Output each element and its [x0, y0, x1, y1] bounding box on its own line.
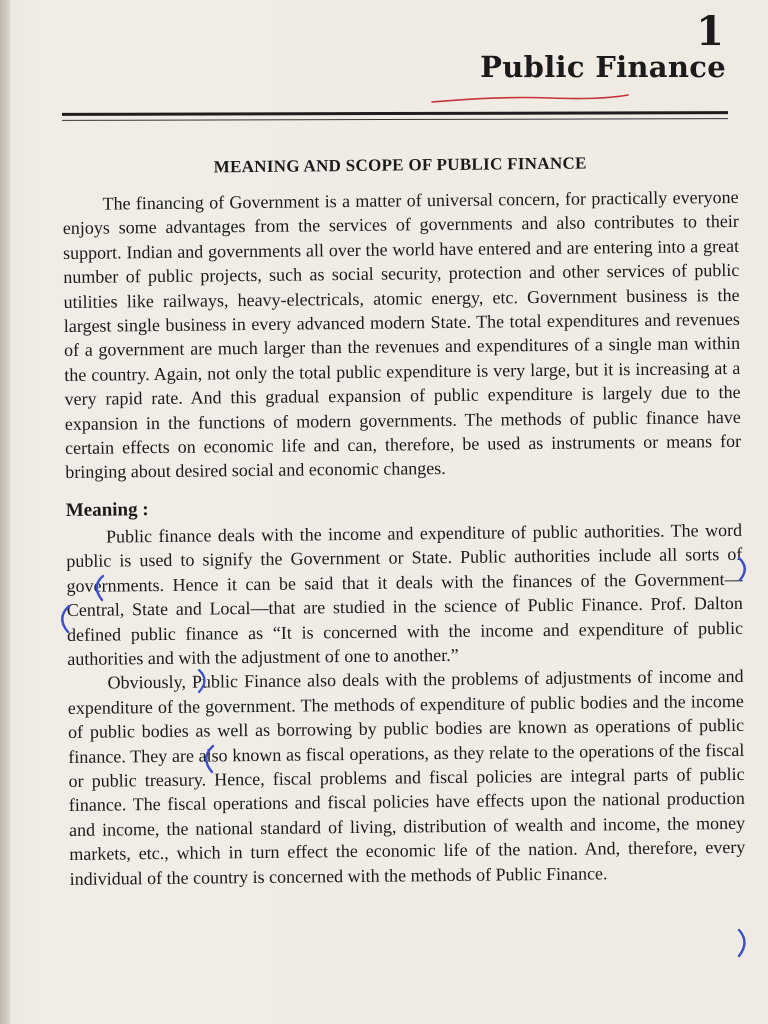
section-heading: MEANING AND SCOPE OF PUBLIC FINANCE [213, 153, 587, 177]
chapter-title: Public Finance [480, 50, 726, 84]
meaning-paragraph-2: Obviously, Public Finance also deals with the problems of adjustments of income and expenditure of the government. The methods of expenditure of public bodies and the income of public bodies as well as borrowing by public bodies are known as operations of public finance. They are also known as fiscal operations, as they relate to the operations of the fiscal or public treasury. Hence, fiscal problems and fiscal policies are integral parts of public finance. The fiscal operations and fiscal policies have effects upon the national production and income, the national standard of living, distribution of wealth and income, the money markets, etc., which in turn effect the economic life of the nation. And, therefore, every individual of the country is concerned with the methods of Public Finance. [67, 666, 746, 889]
intro-paragraph: The financing of Government is a matter of universal concern, for practically everyone enjoys some advantages from the services of governments and also contributes to their support. Indian and governments all over the world have entered and are entering into a great number of public projects, such as social security, protection and other services of public utilities like railways, heavy-electricals, atomic energy, etc. Government business is the largest single business in every advanced modern State. The total expenditures and revenues of a government are much larger than the revenues and expenditures of a single man within the country. Again, not only the total public expenditure is very large, but it is increasing at a very rapid rate. And this gradual expansion of public expenditure is largely due to the expansion in the functions of modern governments. The methods of public finance have certain effects on economic life and can, therefore, be used as instruments or means for bringing about desired social and economic changes. [62, 186, 742, 483]
pen-bracket-close-3 [736, 928, 752, 958]
meaning-heading: Meaning : [65, 498, 149, 521]
meaning-paragraph-1: Public finance deals with the income and expenditure of public authorities. The word public is used to signify the Government or State. Public authorities include all sorts of governments. Hence it can be said that it deals with the finances of the Government—Central, State and Local—that are studied in the science of Public Finance. Prof. Dalton defined public finance as “It is concerned with the income and expenditure of public authorities and with the adjustment of one to another.” [66, 519, 744, 669]
red-pen-underline [430, 92, 630, 106]
page-body [62, 143, 746, 891]
chapter-number: 1 [696, 8, 724, 55]
book-spine-shadow [0, 0, 10, 1024]
header-rule-thick [62, 111, 728, 116]
header-rule-thin [62, 118, 728, 121]
